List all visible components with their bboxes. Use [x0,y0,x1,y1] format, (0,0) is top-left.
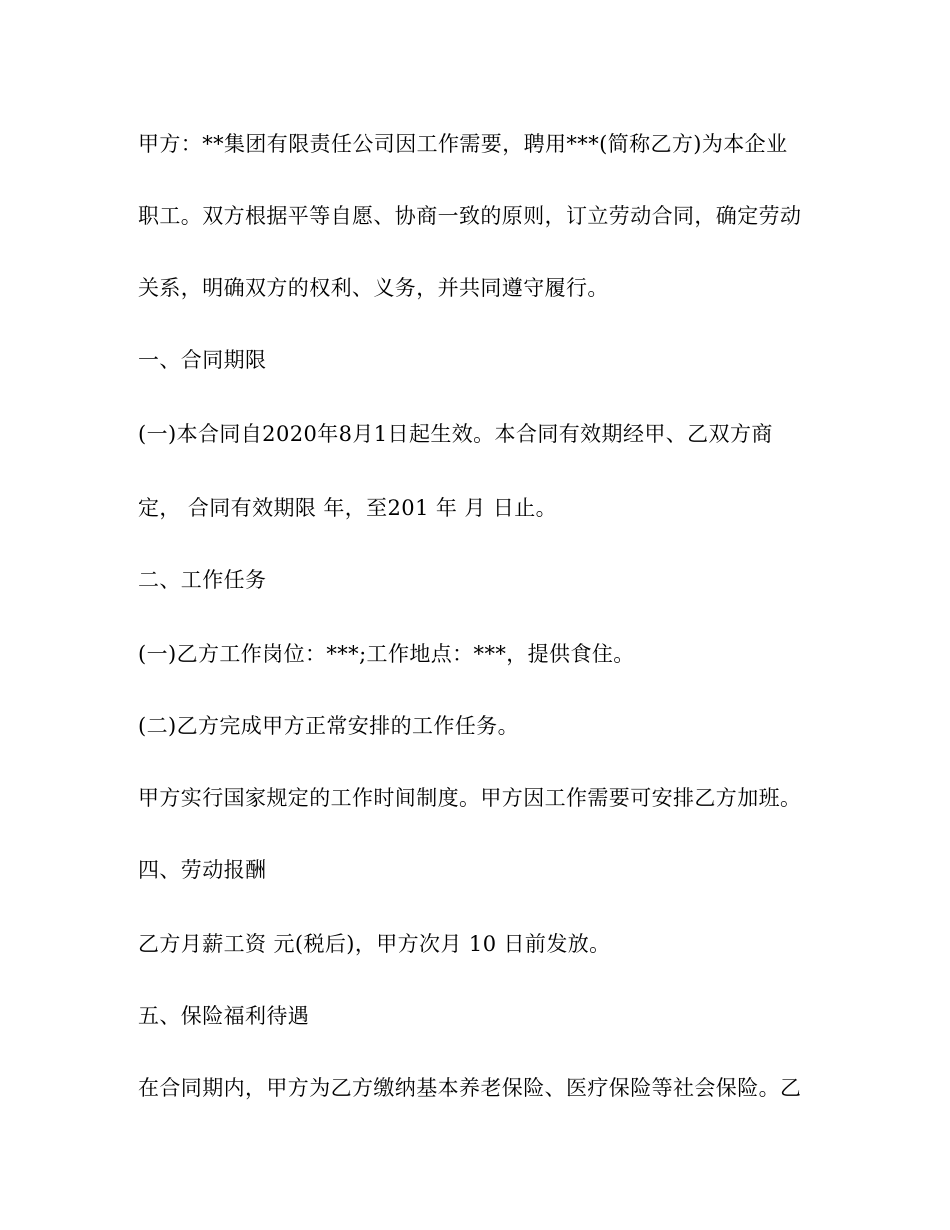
paragraph-line: (二)乙方完成甲方正常安排的工作任务。 [138,714,519,738]
paragraph-line: (一)乙方工作岗位：***;工作地点：***，提供食住。 [138,642,635,666]
paragraph-line: 关系，明确双方的权利、义务，并共同遵守履行。 [138,276,609,300]
section-heading: 一、合同期限 [138,348,267,372]
paragraph-line: (一)本合同自2020年8月1日起生效。本合同有效期经甲、乙双方商 [138,422,773,446]
section-heading: 五、保险福利待遇 [138,1004,310,1028]
paragraph-line: 乙方月薪工资 元(税后)，甲方次月 10 日前发放。 [138,932,611,956]
paragraph-line: 在合同期内，甲方为乙方缴纳基本养老保险、医疗保险等社会保险。乙 [138,1076,802,1100]
paragraph-line: 甲方：**集团有限责任公司因工作需要，聘用***(简称乙方)为本企业 [138,132,788,156]
paragraph-line: 职工。双方根据平等自愿、协商一致的原则，订立劳动合同，确定劳动 [138,204,802,228]
section-heading: 二、工作任务 [138,568,267,592]
paragraph-line: 定， 合同有效期限 年，至201 年 月 日止。 [138,496,558,520]
section-heading: 四、劳动报酬 [138,858,267,882]
paragraph-line: 甲方实行国家规定的工作时间制度。甲方因工作需要可安排乙方加班。 [138,786,802,810]
